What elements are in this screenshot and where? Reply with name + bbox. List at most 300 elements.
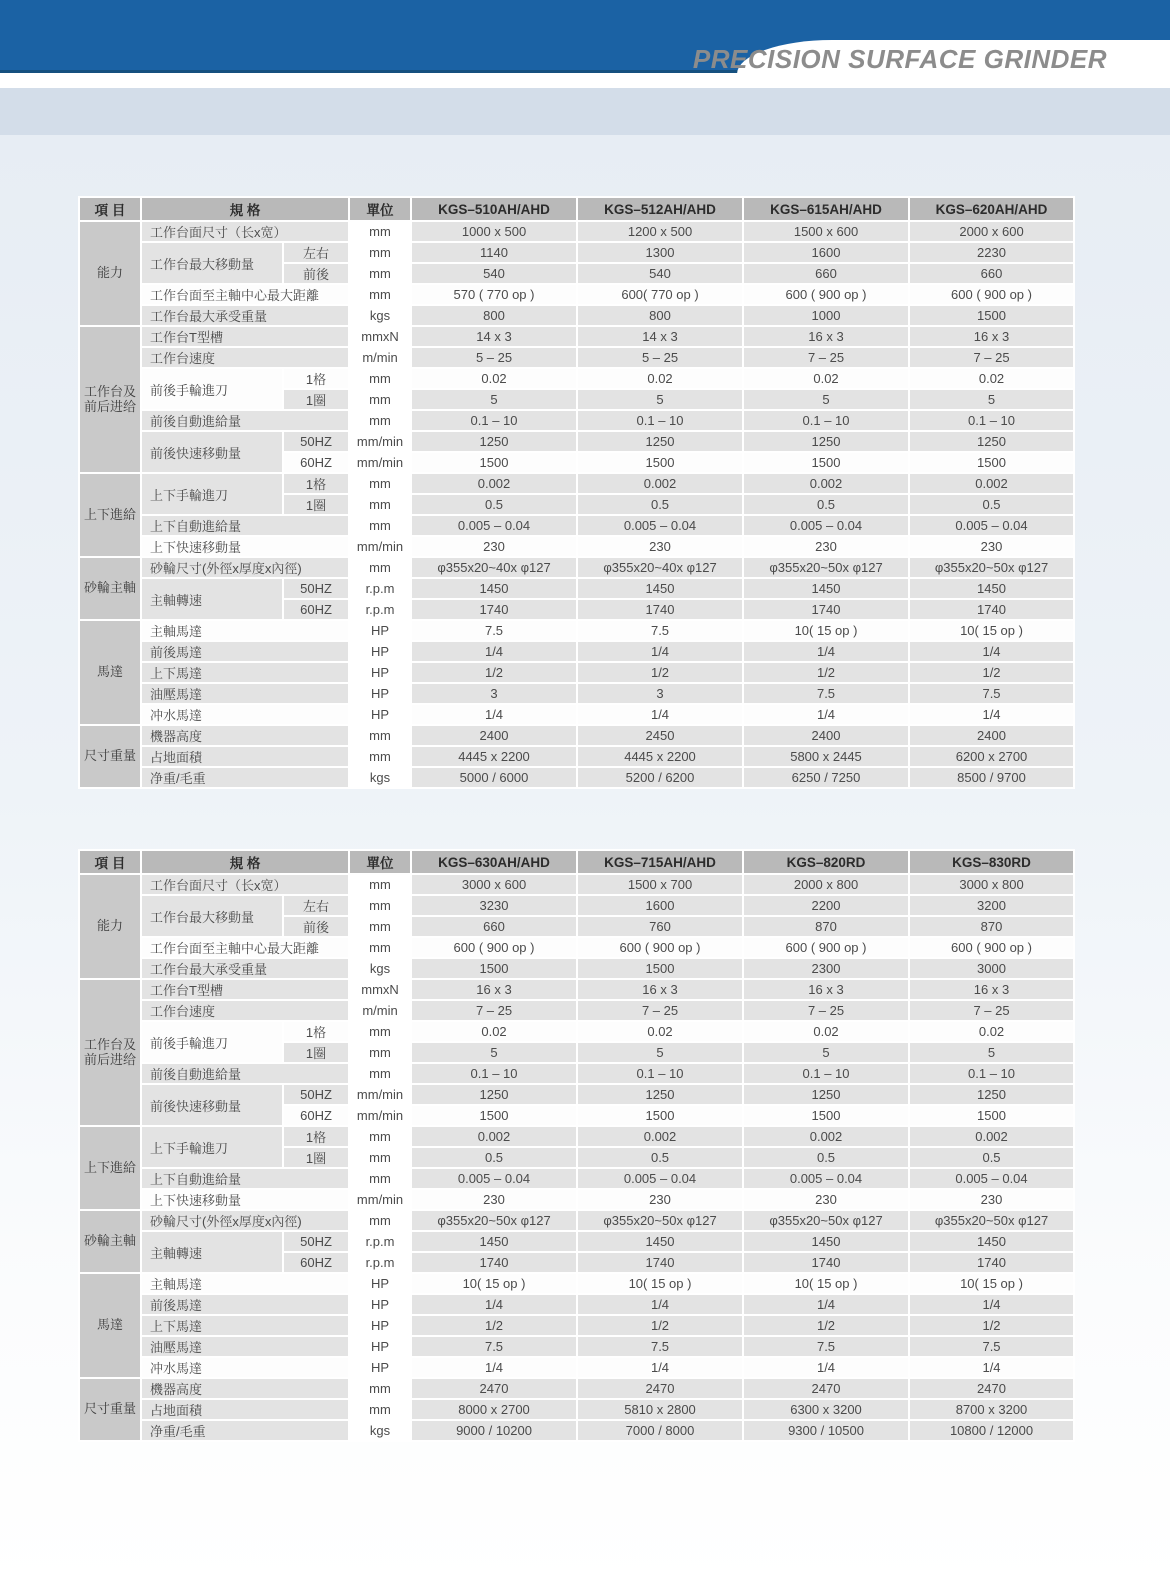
value-cell: 2230 — [910, 243, 1073, 262]
value-cell: 1450 — [744, 1232, 908, 1251]
spec-sub-cell: 50HZ — [284, 1085, 348, 1104]
spec-row — [80, 1169, 1073, 1188]
spec-label-cell: 砂輪尺寸(外徑x厚度x內徑) — [142, 1211, 348, 1230]
unit-cell: r.p.m — [350, 1253, 410, 1272]
value-cell: 0.002 — [578, 474, 742, 493]
accent-band — [0, 88, 1170, 135]
unit-cell: mm/min — [350, 1085, 410, 1104]
value-cell: φ355x20~50x φ127 — [910, 1211, 1073, 1230]
value-cell: 4445 x 2200 — [412, 747, 576, 766]
value-cell: 660 — [910, 264, 1073, 283]
value-cell: 0.005 – 0.04 — [412, 1169, 576, 1188]
unit-column-header: 單位 — [350, 198, 410, 220]
spec-row — [80, 1295, 1073, 1314]
spec-sub-cell: 1格 — [284, 369, 348, 388]
value-cell: 1740 — [744, 1253, 908, 1272]
spec-label-cell: 工作台面至主軸中心最大距離 — [142, 938, 348, 957]
value-cell: 10800 / 12000 — [910, 1421, 1073, 1440]
unit-cell: mm — [350, 938, 410, 957]
value-cell: 7.5 — [412, 621, 576, 640]
unit-cell: r.p.m — [350, 579, 410, 598]
value-cell: 0.5 — [910, 1148, 1073, 1167]
unit-cell: mm — [350, 1169, 410, 1188]
spec-row — [80, 411, 1073, 430]
value-cell: 0.002 — [910, 1127, 1073, 1146]
spec-label-cell: 油壓馬達 — [142, 684, 348, 703]
unit-cell: mm — [350, 747, 410, 766]
value-cell: 1/4 — [910, 705, 1073, 724]
value-cell: 0.005 – 0.04 — [578, 1169, 742, 1188]
unit-cell: mmxN — [350, 327, 410, 346]
value-cell: 4445 x 2200 — [578, 747, 742, 766]
value-cell: 230 — [578, 1190, 742, 1209]
value-cell: 1300 — [578, 243, 742, 262]
unit-cell: HP — [350, 663, 410, 682]
value-cell: 10( 15 op ) — [744, 1274, 908, 1293]
value-cell: 1500 — [578, 959, 742, 978]
value-cell: 800 — [578, 306, 742, 325]
spec-label-cell: 上下快速移動量 — [142, 537, 348, 556]
spec-label-cell: 主軸轉速 — [142, 579, 282, 619]
spec-label-cell: 工作台T型槽 — [142, 327, 348, 346]
spec-label-cell: 工作台最大承受重量 — [142, 306, 348, 325]
spec-sub-cell: 60HZ — [284, 600, 348, 619]
value-cell: 16 x 3 — [578, 980, 742, 999]
spec-row — [80, 1085, 1073, 1104]
unit-cell: mm — [350, 1148, 410, 1167]
value-cell: 0.005 – 0.04 — [910, 516, 1073, 535]
value-cell: 5 — [910, 390, 1073, 409]
spec-label-cell: 上下自動進給量 — [142, 1169, 348, 1188]
spec-row — [80, 705, 1073, 724]
value-cell: φ355x20~40x φ127 — [578, 558, 742, 577]
spec-label-cell: 工作台面尺寸（长x宽） — [142, 222, 348, 241]
value-cell: 1500 — [744, 453, 908, 472]
value-cell: φ355x20~40x φ127 — [412, 558, 576, 577]
spec-row — [80, 726, 1073, 745]
category-cell: 能力 — [80, 222, 140, 325]
category-cell: 上下進給 — [80, 1127, 140, 1209]
value-cell: 0.1 – 10 — [412, 411, 576, 430]
value-cell: 5 — [578, 1043, 742, 1062]
column-header-row — [80, 198, 1073, 220]
unit-cell: mm — [350, 495, 410, 514]
value-cell: 230 — [744, 537, 908, 556]
value-cell: 7.5 — [910, 1337, 1073, 1356]
unit-cell: mm — [350, 1043, 410, 1062]
value-cell: 0.002 — [744, 474, 908, 493]
value-cell: 5 — [412, 1043, 576, 1062]
value-cell: 1/4 — [744, 1358, 908, 1377]
unit-cell: kgs — [350, 1421, 410, 1440]
value-cell: φ355x20~50x φ127 — [910, 558, 1073, 577]
value-cell: 760 — [578, 917, 742, 936]
value-cell: 6250 / 7250 — [744, 768, 908, 787]
spec-sub-cell: 左右 — [284, 896, 348, 915]
value-cell: 0.005 – 0.04 — [578, 516, 742, 535]
value-cell: 1250 — [578, 1085, 742, 1104]
value-cell: 1250 — [578, 432, 742, 451]
value-cell: 2000 x 800 — [744, 875, 908, 894]
value-cell: 230 — [412, 1190, 576, 1209]
unit-cell: mm — [350, 285, 410, 304]
spec-label-cell: 上下手輪進刀 — [142, 1127, 282, 1167]
item-column-header: 項 目 — [80, 851, 140, 873]
value-cell: 14 x 3 — [578, 327, 742, 346]
value-cell: 0.5 — [578, 495, 742, 514]
value-cell: 1/2 — [744, 1316, 908, 1335]
unit-cell: HP — [350, 1274, 410, 1293]
spec-sub-cell: 前後 — [284, 264, 348, 283]
spec-sub-cell: 60HZ — [284, 1106, 348, 1125]
value-cell: 7.5 — [910, 684, 1073, 703]
unit-cell: m/min — [350, 1001, 410, 1020]
value-cell: 1740 — [412, 1253, 576, 1272]
spec-row — [80, 1316, 1073, 1335]
value-cell: 14 x 3 — [412, 327, 576, 346]
category-cell: 馬達 — [80, 1274, 140, 1377]
spec-sub-cell: 50HZ — [284, 432, 348, 451]
spec-sub-cell: 50HZ — [284, 579, 348, 598]
spec-label-cell: 工作台最大移動量 — [142, 896, 282, 936]
unit-cell: HP — [350, 621, 410, 640]
value-cell: 1500 — [578, 1106, 742, 1125]
value-cell: 1740 — [744, 600, 908, 619]
value-cell: 1250 — [744, 1085, 908, 1104]
value-cell: 8700 x 3200 — [910, 1400, 1073, 1419]
value-cell: 2470 — [744, 1379, 908, 1398]
value-cell: 10( 15 op ) — [910, 1274, 1073, 1293]
spec-sub-cell: 前後 — [284, 917, 348, 936]
value-cell: 0.02 — [744, 1022, 908, 1041]
value-cell: 1740 — [578, 1253, 742, 1272]
spec-row — [80, 768, 1073, 787]
value-cell: 16 x 3 — [744, 327, 908, 346]
unit-cell: m/min — [350, 348, 410, 367]
spec-row — [80, 579, 1073, 598]
model-header-cell: KGS–510AH/AHD — [412, 198, 576, 220]
spec-label-cell: 占地面積 — [142, 747, 348, 766]
spec-sub-cell: 1格 — [284, 474, 348, 493]
value-cell: 1450 — [744, 579, 908, 598]
category-cell: 砂輪主軸 — [80, 1211, 140, 1272]
spec-row — [80, 222, 1073, 241]
model-header-cell: KGS–615AH/AHD — [744, 198, 908, 220]
unit-cell: kgs — [350, 768, 410, 787]
spec-row — [80, 1337, 1073, 1356]
spec-row — [80, 285, 1073, 304]
unit-cell: mm — [350, 558, 410, 577]
value-cell: 0.005 – 0.04 — [744, 516, 908, 535]
value-cell: 1450 — [910, 1232, 1073, 1251]
spec-row — [80, 1211, 1073, 1230]
value-cell: 16 x 3 — [412, 980, 576, 999]
column-header-row — [80, 851, 1073, 873]
value-cell: 9300 / 10500 — [744, 1421, 908, 1440]
category-cell: 工作台及 前后进给 — [80, 327, 140, 472]
unit-cell: mm/min — [350, 432, 410, 451]
value-cell: 230 — [412, 537, 576, 556]
value-cell: 1/4 — [744, 642, 908, 661]
value-cell: 1600 — [744, 243, 908, 262]
value-cell: 1250 — [910, 432, 1073, 451]
spec-row — [80, 1274, 1073, 1293]
category-cell: 尺寸重量 — [80, 726, 140, 787]
spec-label-cell: 前後自動進給量 — [142, 411, 348, 430]
value-cell: 8500 / 9700 — [910, 768, 1073, 787]
spec-row — [80, 1022, 1073, 1041]
spec-row — [80, 537, 1073, 556]
value-cell: 0.5 — [412, 1148, 576, 1167]
value-cell: 1000 x 500 — [412, 222, 576, 241]
unit-cell: mm/min — [350, 1106, 410, 1125]
unit-cell: HP — [350, 1358, 410, 1377]
spec-label-cell: 上下馬達 — [142, 663, 348, 682]
value-cell: 1/4 — [412, 705, 576, 724]
value-cell: 1/4 — [412, 1295, 576, 1314]
value-cell: 9000 / 10200 — [412, 1421, 576, 1440]
value-cell: φ355x20~50x φ127 — [412, 1211, 576, 1230]
category-cell: 砂輪主軸 — [80, 558, 140, 619]
value-cell: 5000 / 6000 — [412, 768, 576, 787]
value-cell: 0.1 – 10 — [744, 1064, 908, 1083]
spec-label-cell: 前後馬達 — [142, 642, 348, 661]
value-cell: 6300 x 3200 — [744, 1400, 908, 1419]
spec-label-cell: 前後快速移動量 — [142, 432, 282, 472]
unit-cell: mm — [350, 411, 410, 430]
unit-cell: mm — [350, 1379, 410, 1398]
spec-row — [80, 684, 1073, 703]
spec-label-cell: 冲水馬達 — [142, 705, 348, 724]
value-cell: 0.5 — [412, 495, 576, 514]
value-cell: 7 – 25 — [744, 1001, 908, 1020]
unit-cell: mmxN — [350, 980, 410, 999]
value-cell: 16 x 3 — [910, 327, 1073, 346]
value-cell: 600( 770 op ) — [578, 285, 742, 304]
spec-label-cell: 工作台最大承受重量 — [142, 959, 348, 978]
value-cell: 1250 — [412, 432, 576, 451]
value-cell: 1/4 — [910, 642, 1073, 661]
value-cell: 1/4 — [910, 1358, 1073, 1377]
unit-cell: HP — [350, 1316, 410, 1335]
value-cell: 600 ( 900 op ) — [910, 938, 1073, 957]
spec-row — [80, 747, 1073, 766]
spec-row — [80, 980, 1073, 999]
value-cell: 1500 — [412, 959, 576, 978]
unit-cell: mm — [350, 390, 410, 409]
spec-label-cell: 工作台速度 — [142, 348, 348, 367]
spec-sub-cell: 1圈 — [284, 390, 348, 409]
value-cell: 660 — [744, 264, 908, 283]
spec-row — [80, 938, 1073, 957]
value-cell: 7 – 25 — [744, 348, 908, 367]
unit-cell: mm — [350, 875, 410, 894]
spec-label-cell: 上下手輪進刀 — [142, 474, 282, 514]
spec-row — [80, 663, 1073, 682]
value-cell: 16 x 3 — [910, 980, 1073, 999]
spec-row — [80, 1421, 1073, 1440]
value-cell: 7.5 — [578, 621, 742, 640]
model-header-cell: KGS–512AH/AHD — [578, 198, 742, 220]
spec-row — [80, 1232, 1073, 1251]
unit-cell: kgs — [350, 959, 410, 978]
value-cell: 1740 — [910, 600, 1073, 619]
value-cell: 1/2 — [578, 1316, 742, 1335]
spec-sub-cell: 1格 — [284, 1022, 348, 1041]
value-cell: 0.02 — [578, 369, 742, 388]
value-cell: 5200 / 6200 — [578, 768, 742, 787]
unit-cell: r.p.m — [350, 600, 410, 619]
value-cell: 5 — [578, 390, 742, 409]
value-cell: 230 — [910, 1190, 1073, 1209]
value-cell: 5 – 25 — [412, 348, 576, 367]
unit-cell: mm — [350, 1127, 410, 1146]
value-cell: 1/4 — [744, 705, 908, 724]
value-cell: 10( 15 op ) — [910, 621, 1073, 640]
unit-cell: mm/min — [350, 537, 410, 556]
value-cell: 0.5 — [744, 1148, 908, 1167]
value-cell: 0.5 — [744, 495, 908, 514]
value-cell: 570 ( 770 op ) — [412, 285, 576, 304]
spec-row — [80, 1190, 1073, 1209]
spec-row — [80, 306, 1073, 325]
value-cell: 8000 x 2700 — [412, 1400, 576, 1419]
value-cell: 0.002 — [412, 474, 576, 493]
spec-label-cell: 净重/毛重 — [142, 1421, 348, 1440]
spec-row — [80, 369, 1073, 388]
value-cell: 2200 — [744, 896, 908, 915]
spec-label-cell: 主軸馬達 — [142, 1274, 348, 1293]
value-cell: 1500 — [910, 453, 1073, 472]
value-cell: 1/2 — [412, 1316, 576, 1335]
spec-row — [80, 1064, 1073, 1083]
value-cell: 10( 15 op ) — [578, 1274, 742, 1293]
value-cell: φ355x20~50x φ127 — [578, 1211, 742, 1230]
spec-label-cell: 工作台面至主軸中心最大距離 — [142, 285, 348, 304]
value-cell: φ355x20~50x φ127 — [744, 558, 908, 577]
spec-sub-cell: 60HZ — [284, 1253, 348, 1272]
spec-label-cell: 機器高度 — [142, 1379, 348, 1398]
value-cell: 0.1 – 10 — [578, 411, 742, 430]
unit-cell: mm — [350, 896, 410, 915]
value-cell: 1/2 — [578, 663, 742, 682]
value-cell: 0.1 – 10 — [910, 1064, 1073, 1083]
value-cell: φ355x20~50x φ127 — [744, 1211, 908, 1230]
spec-label-cell: 機器高度 — [142, 726, 348, 745]
value-cell: 1500 — [578, 453, 742, 472]
value-cell: 230 — [910, 537, 1073, 556]
value-cell: 3 — [578, 684, 742, 703]
spec-label-cell: 上下馬達 — [142, 1316, 348, 1335]
spec-row — [80, 875, 1073, 894]
unit-cell: mm — [350, 243, 410, 262]
value-cell: 2450 — [578, 726, 742, 745]
value-cell: 600 ( 900 op ) — [744, 285, 908, 304]
spec-row — [80, 243, 1073, 262]
value-cell: 5 — [744, 390, 908, 409]
value-cell: 7.5 — [578, 1337, 742, 1356]
unit-cell: r.p.m — [350, 1232, 410, 1251]
value-cell: 5810 x 2800 — [578, 1400, 742, 1419]
value-cell: 5 — [744, 1043, 908, 1062]
value-cell: 2470 — [910, 1379, 1073, 1398]
spec-label-cell: 主軸轉速 — [142, 1232, 282, 1272]
unit-cell: mm — [350, 264, 410, 283]
value-cell: 1500 x 700 — [578, 875, 742, 894]
spec-table-upper — [78, 196, 1075, 789]
value-cell: 0.002 — [744, 1127, 908, 1146]
value-cell: 5 — [412, 390, 576, 409]
value-cell: 1/4 — [744, 1295, 908, 1314]
category-cell: 上下進給 — [80, 474, 140, 556]
unit-cell: mm/min — [350, 1190, 410, 1209]
spec-row — [80, 558, 1073, 577]
value-cell: 0.5 — [578, 1148, 742, 1167]
spec-row — [80, 516, 1073, 535]
unit-cell: HP — [350, 1337, 410, 1356]
value-cell: 1/4 — [578, 705, 742, 724]
spec-label-cell: 前後快速移動量 — [142, 1085, 282, 1125]
unit-cell: mm — [350, 516, 410, 535]
value-cell: 5800 x 2445 — [744, 747, 908, 766]
model-header-cell: KGS–715AH/AHD — [578, 851, 742, 873]
spec-row — [80, 1358, 1073, 1377]
value-cell: 870 — [744, 917, 908, 936]
value-cell: 1450 — [578, 1232, 742, 1251]
unit-cell: mm — [350, 369, 410, 388]
value-cell: 1/4 — [910, 1295, 1073, 1314]
value-cell: 1250 — [744, 432, 908, 451]
unit-cell: mm — [350, 917, 410, 936]
spec-sheet — [78, 196, 1075, 1442]
value-cell: 5 – 25 — [578, 348, 742, 367]
value-cell: 0.005 – 0.04 — [744, 1169, 908, 1188]
value-cell: 7 – 25 — [910, 348, 1073, 367]
value-cell: 1200 x 500 — [578, 222, 742, 241]
value-cell: 3200 — [910, 896, 1073, 915]
unit-cell: kgs — [350, 306, 410, 325]
value-cell: 600 ( 900 op ) — [412, 938, 576, 957]
spec-label-cell: 占地面積 — [142, 1400, 348, 1419]
value-cell: 230 — [744, 1190, 908, 1209]
value-cell: 2400 — [744, 726, 908, 745]
unit-column-header: 單位 — [350, 851, 410, 873]
value-cell: 7 – 25 — [578, 1001, 742, 1020]
value-cell: 7000 / 8000 — [578, 1421, 742, 1440]
value-cell: 7.5 — [744, 1337, 908, 1356]
spec-label-cell: 净重/毛重 — [142, 768, 348, 787]
spec-sub-cell: 左右 — [284, 243, 348, 262]
unit-cell: mm — [350, 1022, 410, 1041]
model-header-cell: KGS–820RD — [744, 851, 908, 873]
value-cell: 3000 x 800 — [910, 875, 1073, 894]
value-cell: 7.5 — [744, 684, 908, 703]
spec-label-cell: 砂輪尺寸(外徑x厚度x內徑) — [142, 558, 348, 577]
unit-cell: HP — [350, 642, 410, 661]
value-cell: 1000 — [744, 306, 908, 325]
spec-sub-cell: 1圈 — [284, 495, 348, 514]
value-cell: 1/4 — [578, 642, 742, 661]
item-column-header: 項 目 — [80, 198, 140, 220]
value-cell: 5 — [910, 1043, 1073, 1062]
spec-sub-cell: 60HZ — [284, 453, 348, 472]
spec-label-cell: 油壓馬達 — [142, 1337, 348, 1356]
spec-row — [80, 348, 1073, 367]
spec-row — [80, 1001, 1073, 1020]
unit-cell: mm — [350, 222, 410, 241]
value-cell: 7 – 25 — [910, 1001, 1073, 1020]
value-cell: 0.002 — [412, 1127, 576, 1146]
